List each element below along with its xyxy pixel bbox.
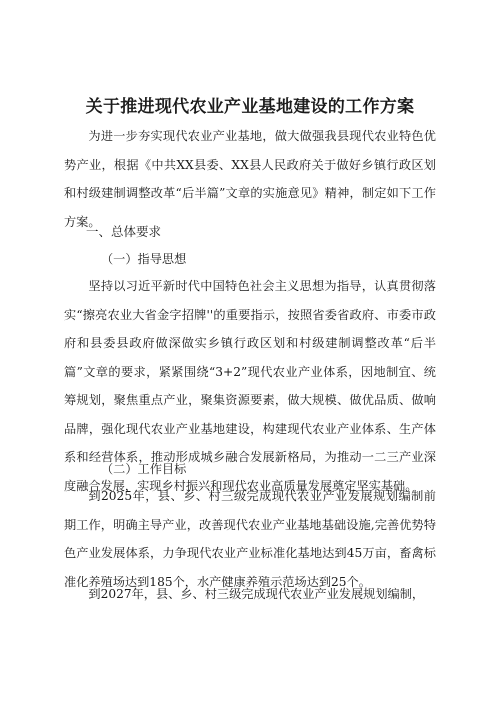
work-goals-paragraph-2027: 到2027年，县、乡、村三级完成现代农业产业发展规划编制， xyxy=(88,587,425,601)
work-goals-paragraph: 到2025年，县、乡、村三级完成现代农业产业发展规划编制前期工作，明确主导产业，改善现代农业产业基地基础设施,完善优势特色产业发展体系，力争现代农业产业标准化基地达到45万亩，畜禽标准化养殖场达到185个，水产健康养殖示范场达到25个。 xyxy=(64,489,436,589)
subsection-heading-work-goals: （二）工作目标 xyxy=(101,462,187,476)
section-heading-general-requirements: 一、总体要求 xyxy=(86,224,162,239)
intro-paragraph: 为进一步夯实现代农业产业基地，做大做强我县现代农业特色优势产业，根据《中共XX县委、XX县人民政府关于做好乡镇行政区划和村级建制调整改革“后半篇”文章的实施意见》精神，制定如下工作方案。 xyxy=(64,129,436,229)
guiding-ideology-paragraph: 坚持以习近平新时代中国特色社会主义思想为指导，认真贯彻落实“擦亮农业大省金字招牌''的重要指示，按照省委省政府、市委市政府和县委县政府做深做实乡镇行政区划和村级建制调整改革“后半篇”文章的要求，紧紧围绕“3+2”现代农业产业体系，因地制宜、统筹规划，聚焦重点产业，聚集资源要素，做大规模、做优品质、做响品牌，强化现代农业产业基地建设，构建现代农业产业体系、生产体系和经营体系，推动形成城乡融合发展新格局，为推动一二三产业深度融合发展，实现乡村振兴和现代农业高质量发展奠定坚实基础。 xyxy=(64,279,436,493)
subsection-heading-guiding-ideology: （一）指导思想 xyxy=(101,252,187,266)
document-title: 关于推进现代农业产业基地建设的工作方案 xyxy=(85,97,415,117)
